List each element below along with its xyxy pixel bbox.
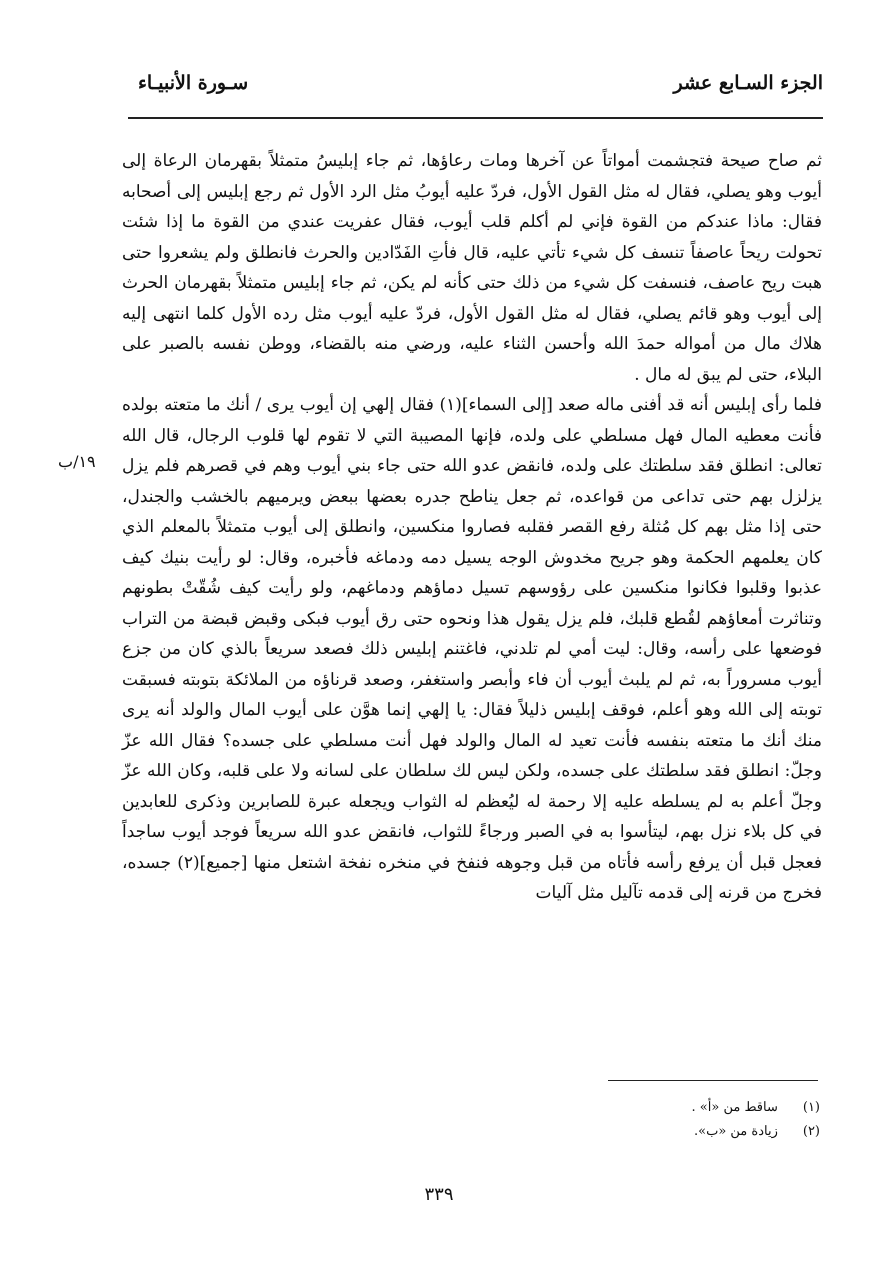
footnote-number: (١)	[802, 1100, 820, 1115]
footnote-text: ساقط من «أ» .	[691, 1100, 778, 1115]
surah-title: سـورة الأنبيـاء	[138, 72, 249, 94]
paragraph: فلما رأى إبليس أنه قد أفنى ماله صعد [إلى السماء](١) فقال إلهي إن أيوب يرى / أنك ما متعته بولده فأنت معطيه المال فهل مسلطي على ولده، فإنها المصيبة التي لا تقوم لها قلوب الرجال، قال الله تعالى: انطلق فقد سلطتك على ولده، فانقض عدو الله حتى جاء بني أيوب وهم في قصرهم فلم يزل يزلزل بهم حتى تداعى من قواعده، ثم جعل يناطح جدره بعضها ببعض ويرميهم بالخشب والجندل، حتى إذا مثل بهم كل مُثلة رفع القصر فقلبه فصاروا منكسين، وانطلق إلى أيوب متمثلاً بالمعلم الذي كان يعلمهم الحكمة وهو جريح مخدوش الوجه يسيل دمه ودماغه فأخبره، وقال: لو رأيت بنيك كيف عذبوا وقلبوا فكانوا منكسين على رؤوسهم تسيل دماؤهم ودماغهم، ولو رأيت كيف شُقّتْ بطونهم وتناثرت أمعاؤهم لقُطع قلبك، فلم يزل يقول هذا ونحوه حتى رق أيوب فبكى وقبض قبضة من التراب فوضعها على رأسه، وقال: ليت أمي لم تلدني، فاغتنم إبليس ذلك فصعد سريعاً بالذي كان من جزع أيوب مسروراً به، ثم لم يلبث أيوب أن فاء وأبصر واستغفر، وصعد قرناؤه من الملائكة بتوبته فسبقت توبته إلى الله وهو أعلم، فوقف إبليس ذليلاً فقال: يا إلهي إنما هوَّن على أيوب المال والولد أنه يرى منك أنك ما متعته بنفسه فأنت تعيد له المال والولد فهل أنت مسلطي على جسده؟ فقال الله عزّ وجلّ: انطلق فقد سلطتك على جسده، ولكن ليس لك سلطان على لسانه ولا على قلبه، وكان الله عزّ وجلّ أعلم به لم يسلطه عليه إلا رحمة له ليُعظم له الثواب ويجعله عبرة للصابرين وذكرى للعابدين في كل بلاء نزل بهم، ليتأسوا به في الصبر ورجاءً للثواب، فانقض عدو الله سريعاً فوجد أيوب ساجداً فعجل قبل أن يرفع رأسه فأتاه من قبل وجوهه فنفخ في منخره نفخة اشتعل منها [جميع](٢) جسده، فخرج من قرنه إلى قدمه تآليل مثل آليات	[122, 395, 823, 903]
footnote-item	[480, 1120, 820, 1144]
footnote-item	[480, 1096, 820, 1120]
main-text	[122, 146, 822, 909]
paragraph: ثم صاح صيحة فتجشمت أمواتاً عن آخرها ومات رعاؤها، ثم جاء إبليسُ متمثلاً بقهرمان الرعاة إلى أيوب وهو يصلي، فقال له مثل القول الأول، فردّ عليه أيوبُ مثل الرد الأول ثم رجع إبليس إلى أصحابه فقال: ماذا عندكم من القوة فإني لم أكلم قلب أيوب، فقال عفريت عندي من القوة ما إذا شئت تحولت ريحاً عاصفاً تنسف كل شيء تأتي عليه، قال فأتِ الفَدّادين والحرث فانطلق ولم يشعروا حتى هبت ريح عاصف، فنسفت كل شيء من ذلك حتى كأنه لم يكن، ثم جاء إبليس متمثلاً بقهرمان الحرث إلى أيوب وهو قائم يصلي، فقال له مثل القول الأول، فردّ عليه أيوب مثل رده الأول كلما انتهى إليه هلاك مال من أمواله حمدَ الله وأحسن الثناء عليه، ورضي منه بالقضاء، ووطن نفسه بالصبر على البلاء، حتى لم يبق له مال .	[122, 151, 822, 385]
manuscript-folio-marker: ١٩/ب	[58, 452, 96, 471]
page-header	[128, 72, 823, 112]
header-divider	[128, 117, 823, 119]
footnote-divider	[608, 1080, 818, 1081]
footnote-number: (٢)	[802, 1124, 820, 1139]
page-number: ٣٣٩	[424, 1184, 454, 1205]
part-title: الجزء السـابع عشر	[673, 72, 823, 94]
footnotes	[480, 1096, 820, 1144]
footnote-text: زيادة من «ب».	[694, 1124, 778, 1139]
